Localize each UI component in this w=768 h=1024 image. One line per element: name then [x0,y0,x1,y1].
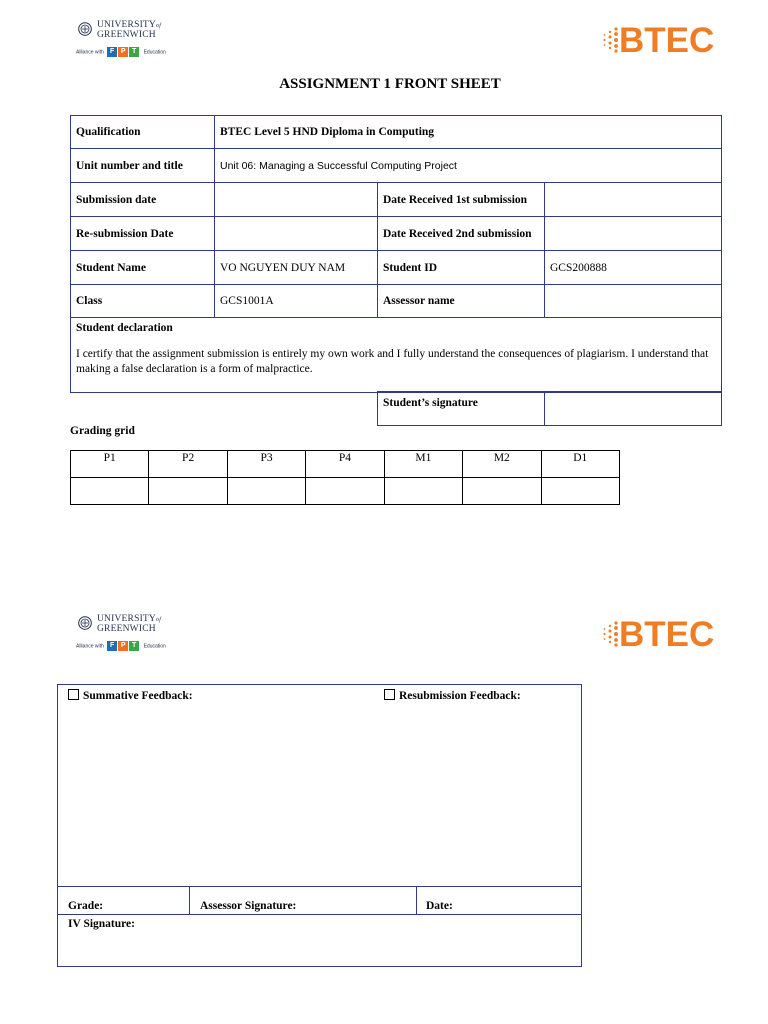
grade-cell-m2[interactable] [463,478,541,505]
date-received-1-label: Date Received 1st submission [378,183,545,217]
fpt-letter-t: T [129,47,139,57]
grading-grid [70,450,620,505]
feedback-divider-top [58,886,581,887]
feedback-divider-bottom [58,914,581,915]
iv-signature-label: IV Signature: [68,918,135,930]
university-name-of: of [156,23,162,29]
summative-checkbox-icon[interactable] [68,689,79,700]
signature-table [377,391,722,426]
submission-date-label: Submission date [71,183,215,217]
fpt-letter-p: P [118,641,128,651]
submission-date-value[interactable] [215,183,378,217]
class-value[interactable]: GCS1001A [215,285,378,318]
university-name-line1: UNIVERSITY [97,20,156,30]
resubmission-date-label: Re-submission Date [71,217,215,251]
university-of-greenwich-logo-2 [76,614,216,664]
grade-header-d1: D1 [541,451,619,478]
grade-header-p3: P3 [227,451,305,478]
grade-header-m2: M2 [463,451,541,478]
alliance-suffix: Education [143,49,166,56]
fpt-letter-p: P [118,47,128,57]
unit-label: Unit number and title [71,149,215,183]
summative-feedback-label: Summative Feedback: [83,690,193,702]
front-sheet-table [70,115,722,393]
feedback-divider-v1 [189,886,190,914]
assessor-signature-label: Assessor Signature: [200,900,297,912]
class-label: Class [71,285,215,318]
grade-cell-p1[interactable] [71,478,149,505]
declaration-text: I certify that the assignment submission is entirely my own work and I fully understand the consequences of plagiarism. I understand that making a false declaration is a form of malpractice. [76,348,709,375]
fpt-letter-t: T [129,641,139,651]
date-received-1-value[interactable] [545,183,722,217]
student-signature-label: Student’s signature [378,392,545,426]
summative-feedback-option[interactable] [68,689,193,702]
page-title: ASSIGNMENT 1 FRONT SHEET [279,76,501,92]
qualification-label: Qualification [71,116,215,149]
fpt-logo [107,47,140,57]
university-seal-icon [78,22,92,36]
unit-value: Unit 06: Managing a Successful Computing Project [215,149,722,183]
grading-grid-value-row [71,478,620,505]
fpt-letter-f: F [107,47,117,57]
alliance-suffix: Education [143,643,166,650]
declaration-title: Student declaration [76,322,173,334]
student-name-value[interactable]: VO NGUYEN DUY NAM [215,251,378,285]
alliance-line [76,641,166,651]
grade-cell-p2[interactable] [149,478,227,505]
assessor-name-label: Assessor name [378,285,545,318]
grade-cell-d1[interactable] [541,478,619,505]
university-of-greenwich-logo [76,20,216,70]
grade-header-m1: M1 [384,451,462,478]
university-name-line2: GREENWICH [97,30,156,40]
fpt-logo [107,641,140,651]
resubmission-date-value[interactable] [215,217,378,251]
feedback-box [57,684,582,967]
qualification-value: BTEC Level 5 HND Diploma in Computing [215,116,722,149]
student-signature-value[interactable] [545,392,722,426]
university-seal-icon [78,616,92,630]
alliance-prefix: Alliance with [76,643,104,650]
grade-header-p4: P4 [306,451,384,478]
university-name-of: of [156,617,162,623]
fpt-letter-f: F [107,641,117,651]
btec-logo-text: BTEC [619,21,715,60]
grade-cell-p4[interactable] [306,478,384,505]
date-received-2-value[interactable] [545,217,722,251]
student-declaration [71,318,722,393]
date-label: Date: [426,900,453,912]
feedback-divider-v2 [416,886,417,914]
alliance-prefix: Alliance with [76,49,104,56]
btec-logo [600,20,718,62]
grading-grid-header-row [71,451,620,478]
btec-logo-text: BTEC [619,615,715,654]
student-id-value[interactable]: GCS200888 [545,251,722,285]
resubmission-feedback-option[interactable] [384,689,521,702]
student-name-label: Student Name [71,251,215,285]
grading-grid-label: Grading grid [70,425,135,437]
grade-header-p2: P2 [149,451,227,478]
student-id-label: Student ID [378,251,545,285]
resubmission-feedback-label: Resubmission Feedback: [399,690,521,702]
grade-cell-m1[interactable] [384,478,462,505]
grade-label: Grade: [68,900,104,912]
alliance-line [76,47,166,57]
grade-header-p1: P1 [71,451,149,478]
assessor-name-value[interactable] [545,285,722,318]
grade-cell-p3[interactable] [227,478,305,505]
date-received-2-label: Date Received 2nd submission [378,217,545,251]
university-name-line1: UNIVERSITY [97,614,156,624]
btec-logo-2 [600,614,718,656]
university-name-line2: GREENWICH [97,624,156,634]
resubmission-checkbox-icon[interactable] [384,689,395,700]
